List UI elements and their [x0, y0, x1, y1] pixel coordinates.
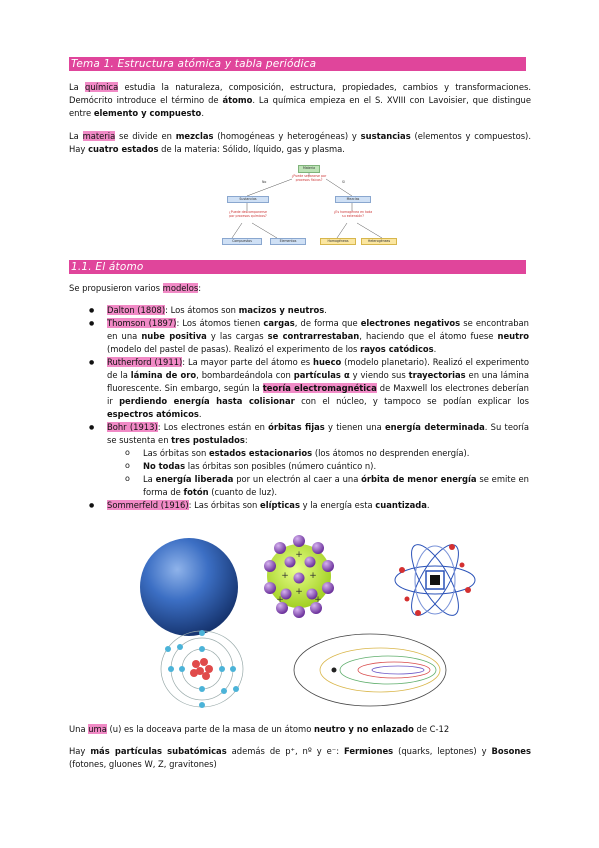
modelos-intro [69, 282, 531, 295]
bold-text: tres postulados [171, 435, 245, 445]
diagram-compuestos-box [222, 238, 262, 245]
text: y viendo sus [349, 370, 409, 380]
dalton-sphere-image [138, 536, 240, 638]
bold-text: elípticas [260, 500, 300, 510]
text: las órbitas son posibles (número cuántico n). [185, 461, 377, 471]
highlight-uma: uma [88, 724, 107, 734]
diagram-question [286, 174, 332, 186]
text: de la materia: Sólido, líquido, gas y plasma. [158, 144, 345, 154]
bold-text: hueco [312, 357, 342, 367]
diagram-heterogeneas-box [361, 238, 397, 245]
materia-classification-diagram [222, 163, 397, 251]
text: (modelo planetario). Realizó el experimento de la [107, 357, 529, 380]
bold-sustancias: sustancias [360, 131, 411, 141]
diagram-q-left [227, 210, 269, 223]
thomson-model-image [260, 530, 338, 618]
bold-text: órbita de menor energía [361, 474, 477, 484]
text: , haciendo que el átomo fuese [359, 331, 498, 341]
svg-text:+: + [309, 571, 317, 581]
bold-text: Bosones [491, 746, 531, 756]
diagram-root-box [298, 165, 320, 173]
text: Se propusieron varios [69, 283, 163, 293]
text: . Su teoría se sustenta en [107, 422, 530, 445]
subsection-title: 1.1. El átomo [71, 261, 144, 273]
text: . [201, 108, 204, 118]
text: Las órbitas son [143, 448, 209, 458]
bold-text: macizos y neutros [238, 305, 325, 315]
highlight-sommerfeld: Sommerfeld (1916) [107, 500, 189, 510]
postulate-item [107, 460, 529, 473]
text: de C-12 [413, 724, 450, 734]
diagram-heterogeneas-label: Heterogéneas [367, 239, 391, 243]
bold-text: electrones negativos [360, 318, 461, 328]
materia-paragraph [69, 130, 531, 156]
bold-text: fotón [183, 487, 209, 497]
models-list [69, 304, 529, 512]
bold-text: energía determinada [384, 422, 485, 432]
list-item-sommerfeld [69, 499, 529, 512]
diagram-mezclas-box [335, 196, 371, 203]
sommerfeld-model-image [290, 630, 450, 710]
text: además de p⁺, nº y e⁻: [226, 746, 344, 756]
text: se emite en forma de [143, 474, 529, 497]
diagram-si-label: Sí [342, 180, 345, 184]
svg-text:+: + [276, 595, 284, 605]
text: y la energía esta [299, 500, 376, 510]
particulas-paragraph [69, 745, 531, 771]
rutherford-model-image [392, 537, 478, 623]
text: : Los átomos tienen [176, 318, 264, 328]
diagram-sustancias-box [227, 196, 269, 203]
list-item-thomson [69, 317, 529, 356]
bohr-model-image [158, 627, 246, 709]
text: (los átomos no desprenden energía). [312, 448, 470, 458]
bold-text: lámina de oro [130, 370, 197, 380]
highlight-rutherford: Rutherford (1911) [107, 357, 183, 367]
bold-text: estados estacionarios [208, 448, 313, 458]
intro-paragraph [69, 81, 531, 120]
section-title: Tema 1. Estructura atómica y tabla periódica [71, 58, 317, 70]
diagram-compuestos-label: Compuestos [232, 239, 252, 243]
bold-text: trayectorias [408, 370, 466, 380]
text: Una [69, 724, 89, 734]
bold-text: perdiendo energía hasta colisionar [119, 396, 295, 406]
text: . [324, 305, 327, 315]
diagram-q-right-text: ¿Es homogénea en toda su extensión? [333, 210, 373, 218]
svg-text:+: + [295, 550, 303, 560]
text: , de forma que [294, 318, 361, 328]
text: se encontraban en una [107, 318, 529, 341]
bold-text: neutro y no enlazado [313, 724, 414, 734]
text: La [69, 82, 86, 92]
highlight-materia: materia [82, 131, 116, 141]
text: por un electrón al caer a una [233, 474, 362, 484]
text: La [69, 131, 83, 141]
text: (cuanto de luz). [208, 487, 278, 497]
text: (modelo del pastel de pasas). Realizó el experimento de los [107, 344, 361, 354]
section-heading-bar [69, 57, 526, 71]
text: y las cargas [206, 331, 268, 341]
diagram-sustancias-label: Sustancias [239, 197, 257, 201]
highlight-bohr: Bohr (1913) [107, 422, 158, 432]
text: (fotones, gluones W, Z, gravitones) [69, 759, 217, 769]
text: . [426, 500, 430, 510]
bold-text: se contrarrestaban [267, 331, 360, 341]
bold-text: cuantizada [375, 500, 427, 510]
text: . [433, 344, 437, 354]
text: (elementos y compuestos). Hay [69, 131, 531, 154]
diagram-homogeneas-label: Homogéneas [327, 239, 349, 243]
diagram-homogeneas-box [320, 238, 356, 245]
bold-highlight-text: teoría electromagnética [262, 383, 377, 393]
text: se divide en [115, 131, 176, 141]
bold-text: cargas [263, 318, 295, 328]
list-item-rutherford [69, 356, 529, 421]
bold-mezclas: mezclas [175, 131, 214, 141]
text: (homogéneas y heterogéneas) y [213, 131, 361, 141]
text: estudia la naturaleza, composición, estructura, propiedades, cambios y transformaciones. Demócrito introduce el término de [69, 82, 531, 105]
text: : Las órbitas son [188, 500, 261, 510]
svg-text:+: + [314, 595, 322, 605]
text: : Los electrones están en [157, 422, 269, 432]
diagram-root-label: Materia [302, 166, 316, 170]
text: (u) es la doceava parte de la masa de un átomo [106, 724, 314, 734]
diagram-q-right [332, 210, 374, 223]
bold-text: espectros atómicos [107, 409, 199, 419]
uma-paragraph [69, 723, 531, 736]
bold-text: partículas α [293, 370, 350, 380]
postulate-item [107, 447, 529, 460]
bold-text: rayos catódicos [360, 344, 434, 354]
bohr-postulates [107, 447, 529, 499]
highlight-thomson: Thomson (1897) [107, 318, 177, 328]
text: : Los átomos son [165, 305, 239, 315]
diagram-no-label: No [262, 180, 267, 184]
text: . [198, 409, 202, 419]
subsection-heading-bar [69, 260, 526, 274]
text: : La mayor parte del átomo es [182, 357, 313, 367]
bold-text: energía liberada [155, 474, 234, 484]
bold-cuatro: cuatro estados [88, 144, 159, 154]
svg-text:+: + [295, 587, 303, 597]
diagram-question-text: ¿Puede separarse por procesos físicos? [291, 174, 327, 182]
highlight-quimica: química [85, 82, 119, 92]
diagram-mezclas-label: Mezclas [346, 197, 360, 201]
bold-text: No todas [143, 461, 186, 471]
postulate-item [107, 473, 529, 499]
bold-text: neutro [497, 331, 529, 341]
text: con el núcleo, y tampoco se podían explicar los [294, 396, 529, 406]
text: . La química empieza en el S. XVIII con Lavoisier, que distingue entre [69, 95, 532, 118]
text: en una lámina fluorescente. Sin embargo, según la [107, 370, 529, 393]
diagram-elementos-box [270, 238, 306, 245]
bold-text: órbitas fijas [268, 422, 325, 432]
text: : [198, 283, 202, 293]
highlight-modelos: modelos [162, 283, 199, 293]
bold-text: Fermiones [343, 746, 394, 756]
diagram-elementos-label: Elementos [279, 239, 297, 243]
text: La [143, 474, 156, 484]
text: (quarks, leptones) y [393, 746, 492, 756]
text: y tienen una [324, 422, 385, 432]
list-item-bohr [69, 421, 529, 499]
bold-atomo: átomo [222, 95, 253, 105]
text: : [244, 435, 248, 445]
text: Hay [69, 746, 91, 756]
diagram-q-left-text: ¿Puede descomponerse por procesos químicos? [229, 210, 267, 218]
bold-text: más partículas subatómicas [90, 746, 227, 756]
list-item-dalton [69, 304, 529, 317]
bold-elemento: elemento y compuesto [93, 108, 202, 118]
text: de Maxwell los electrones deberían ir [107, 383, 529, 406]
text: , bombardeándola con [196, 370, 294, 380]
svg-text:+: + [281, 571, 289, 581]
bold-text: nube positiva [141, 331, 207, 341]
highlight-dalton: Dalton (1808) [107, 305, 166, 315]
